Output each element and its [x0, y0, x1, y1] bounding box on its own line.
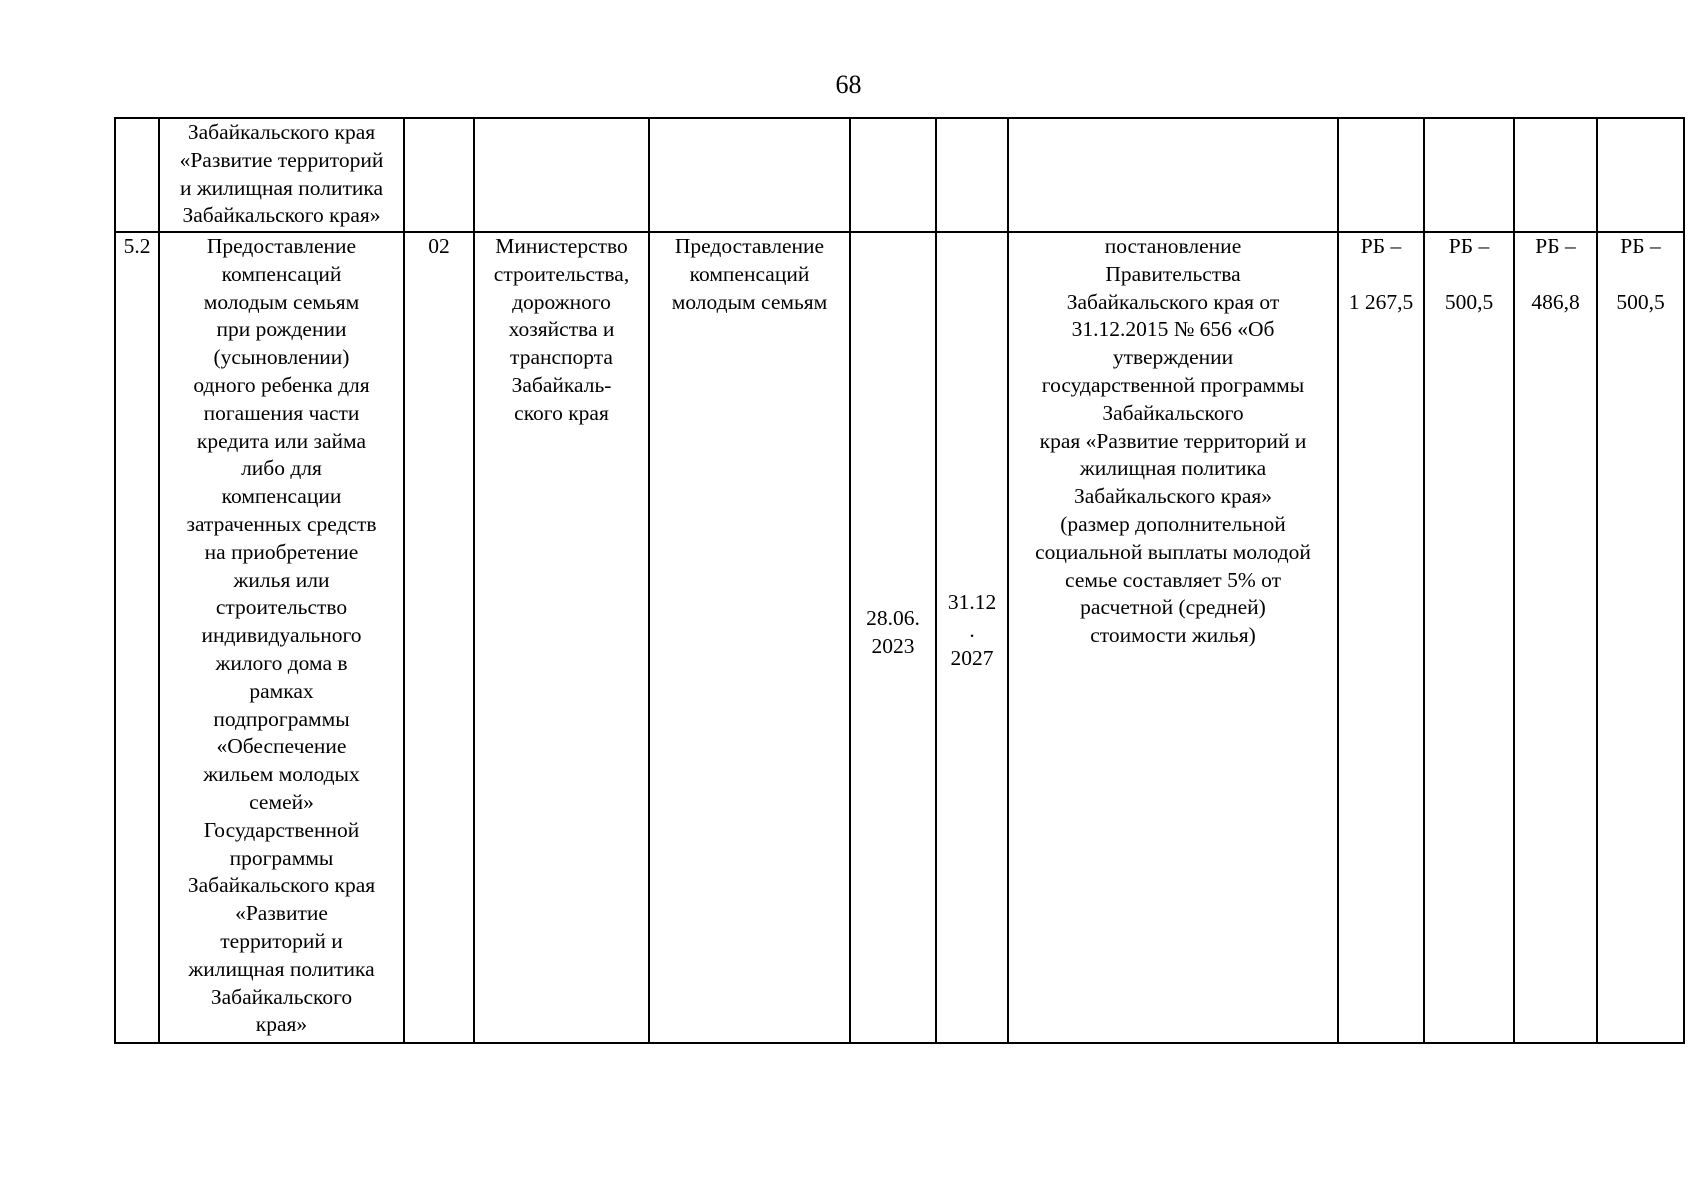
- text-line: одного ребенка для: [193, 372, 370, 397]
- text-line: Забайкальского: [1102, 400, 1244, 425]
- text-line: погашения части: [203, 400, 360, 425]
- text-line: хозяйства и: [508, 317, 615, 342]
- text-line: жилья или: [233, 567, 330, 592]
- text-line: компенсации: [221, 484, 342, 509]
- text-line: .: [969, 617, 975, 642]
- cell-name: [159, 232, 404, 1043]
- text-line: стоимости жилья): [1090, 623, 1256, 648]
- date-start: [855, 233, 931, 661]
- text-line: социальной выплаты молодой: [1035, 539, 1311, 564]
- text-line: 31.12: [947, 590, 997, 614]
- text-line: затраченных средств: [186, 511, 377, 536]
- text-line: молодым семьям: [203, 289, 360, 314]
- amount-value: 500,5: [1444, 289, 1494, 314]
- text-line: Забайкальского края: [187, 120, 376, 144]
- cell-amount-1: [1338, 118, 1424, 232]
- text-line: утверждении: [1112, 345, 1234, 370]
- text-line: жилищная политика: [188, 956, 375, 981]
- text-line: края «Развитие территорий и: [1039, 428, 1307, 453]
- amount-spacer: [1343, 261, 1419, 289]
- amount-spacer: [1429, 261, 1509, 289]
- cell-code: [404, 118, 474, 232]
- cell-date-start: [850, 118, 936, 232]
- text-line: Предоставление: [674, 234, 825, 258]
- text-line: Министерство: [495, 234, 628, 258]
- text-line: семье составляет 5% от: [1065, 567, 1281, 592]
- text-line: и жилищная политика: [179, 175, 384, 200]
- text-line: кредита или займа: [196, 428, 367, 453]
- cell-amount-3: [1514, 232, 1597, 1043]
- text-line: либо для: [241, 456, 322, 481]
- text-line: жилищная политика: [1079, 456, 1267, 481]
- amount-value: 1 267,5: [1348, 289, 1414, 314]
- cell-code: [404, 232, 474, 1043]
- text-line: Государственной: [203, 817, 360, 842]
- text-line: жилого дома в: [215, 650, 348, 675]
- text-line: 28.06.: [866, 606, 920, 630]
- text-line: Забайкальского края»: [1073, 484, 1273, 509]
- cell-name-continuation: [159, 118, 404, 232]
- text-line: транспорта: [510, 345, 613, 370]
- cell-number: [115, 232, 159, 1043]
- text-line: строительства,: [493, 261, 630, 286]
- text-line: молодым семьям: [671, 289, 828, 314]
- cell-date-end: [936, 118, 1008, 232]
- text-line: 31.12.2015 № 656 «Об: [1071, 317, 1275, 342]
- text-line: государственной программы: [1041, 372, 1305, 397]
- cell-executor: [474, 232, 649, 1043]
- text-line: Забайкальского края»: [182, 203, 381, 228]
- text-line: компенсаций: [689, 261, 810, 286]
- text-line: края»: [255, 1012, 308, 1037]
- text-line: подпрограммы: [213, 706, 350, 731]
- cell-number: [115, 118, 159, 232]
- page-number: 68: [835, 70, 862, 99]
- text-line: при рождении: [216, 317, 347, 342]
- cell-amount-4: [1597, 232, 1684, 1043]
- code-value: 02: [428, 234, 450, 258]
- text-line: дорожного: [512, 289, 611, 314]
- text-line: компенсаций: [221, 261, 342, 286]
- text-line: «Обеспечение: [216, 734, 347, 759]
- date-end: [941, 233, 1003, 672]
- text-line: «Развитие: [235, 901, 328, 926]
- amount-value: 500,5: [1616, 289, 1665, 314]
- cell-measure: [649, 232, 850, 1043]
- amount-label: РБ –: [1620, 234, 1661, 258]
- text-line: «Развитие территорий: [179, 147, 384, 172]
- text-line: 2023: [871, 633, 915, 658]
- row-number: 5.2: [123, 234, 151, 258]
- cell-basis: [1008, 232, 1338, 1043]
- table-row-continuation: [115, 118, 1684, 232]
- amount-spacer: [1519, 261, 1592, 289]
- cell-amount-1: [1338, 232, 1424, 1043]
- text-line: ского края: [514, 400, 609, 425]
- text-line: Забайкаль-: [511, 372, 612, 397]
- text-line: Правительства: [1105, 261, 1241, 286]
- text-line: жильем молодых: [203, 762, 360, 787]
- text-line: постановление: [1104, 234, 1242, 258]
- text-line: рамках: [249, 678, 314, 703]
- text-line: территорий и: [220, 928, 343, 953]
- cell-date-end: [936, 232, 1008, 1043]
- text-line: Забайкальского края: [187, 873, 376, 898]
- cell-date-start: [850, 232, 936, 1043]
- program-table: [114, 117, 1685, 1044]
- text-line: расчетной (средней): [1080, 595, 1266, 620]
- text-line: Забайкальского края от: [1066, 289, 1280, 314]
- text-line: (размер дополнительной: [1060, 511, 1286, 536]
- text-line: индивидуального: [201, 623, 362, 648]
- cell-amount-3: [1514, 118, 1597, 232]
- text-line: семей»: [249, 789, 314, 814]
- text-line: 2027: [950, 645, 994, 670]
- text-line: Предоставление: [206, 234, 357, 258]
- text-line: строительство: [215, 595, 348, 620]
- amount-spacer: [1602, 261, 1679, 289]
- cell-amount-4: [1597, 118, 1684, 232]
- cell-amount-2: [1424, 118, 1514, 232]
- amount-label: РБ –: [1535, 234, 1576, 258]
- cell-executor: [474, 118, 649, 232]
- text-line: на приобретение: [204, 539, 359, 564]
- text-line: (усыновлении): [213, 345, 350, 370]
- cell-basis: [1008, 118, 1338, 232]
- table-row-5-2: [115, 232, 1684, 1043]
- cell-measure: [649, 118, 850, 232]
- text-line: программы: [229, 845, 334, 870]
- amount-label: РБ –: [1448, 234, 1490, 258]
- cell-amount-2: [1424, 232, 1514, 1043]
- amount-value: 486,8: [1531, 289, 1580, 314]
- text-line: Забайкальского: [210, 984, 353, 1009]
- amount-label: РБ –: [1360, 234, 1402, 258]
